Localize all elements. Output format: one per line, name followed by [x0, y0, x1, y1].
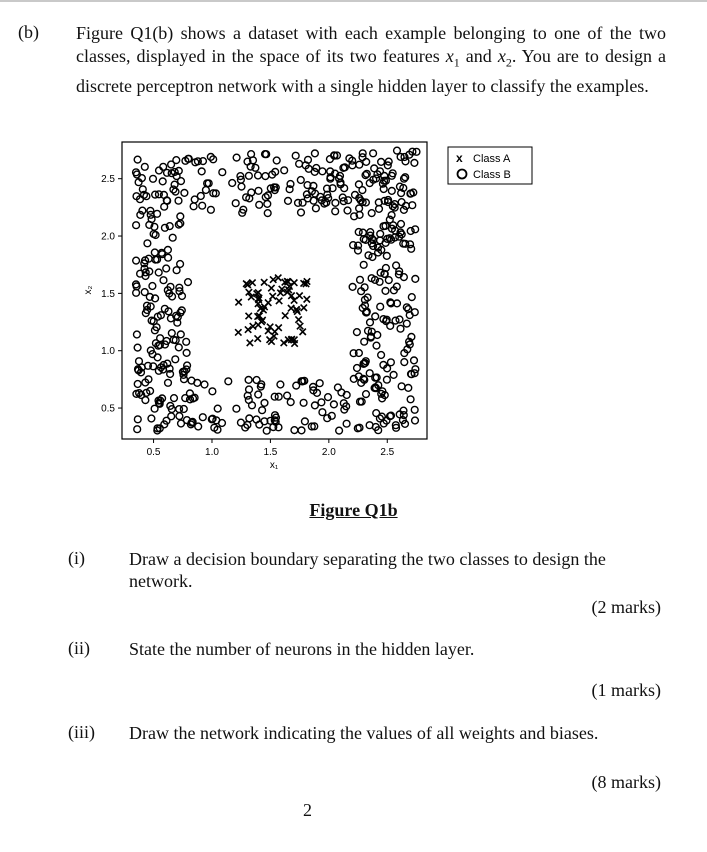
class-b-point	[300, 399, 307, 406]
class-b-point	[160, 277, 167, 284]
class-b-point	[148, 415, 155, 422]
class-b-point	[343, 420, 350, 427]
class-b-point	[412, 417, 419, 424]
class-b-point	[273, 157, 280, 164]
class-b-point	[403, 304, 410, 311]
class-b-point	[246, 172, 253, 179]
class-a-point	[235, 299, 241, 305]
class-b-point	[372, 313, 379, 320]
class-b-point	[190, 203, 197, 210]
class-b-point	[171, 395, 178, 402]
class-b-point	[402, 158, 409, 165]
class-b-point	[318, 399, 325, 406]
class-b-point	[134, 426, 141, 433]
intro-text-3: . You are to design a discrete perceptron network with a single hidden layer to classify the examples.	[76, 46, 666, 96]
class-b-point	[214, 405, 221, 412]
class-a-point	[301, 305, 307, 311]
class-b-point	[232, 200, 239, 207]
class-b-point	[159, 178, 166, 185]
class-b-point	[255, 187, 262, 194]
class-b-point	[134, 331, 141, 338]
x-tick-label: 2.0	[321, 447, 336, 458]
class-b-point	[255, 172, 262, 179]
x-tick-label: 2.5	[380, 447, 395, 458]
class-b-point	[359, 187, 366, 194]
class-b-point	[229, 180, 236, 187]
class-b-point	[292, 152, 299, 159]
class-b-point	[412, 276, 419, 283]
class-a-point	[295, 316, 301, 322]
y-axis-label: x₂	[83, 285, 94, 295]
class-b-point	[142, 397, 149, 404]
class-b-point	[360, 261, 367, 268]
class-b-point	[165, 254, 172, 261]
class-b-point	[363, 159, 370, 166]
class-a-point	[268, 285, 274, 291]
class-b-point	[349, 284, 356, 291]
class-a-point	[276, 298, 282, 304]
class-b-point	[398, 383, 405, 390]
class-b-point	[354, 329, 361, 336]
class-b-point	[141, 163, 148, 170]
class-b-point	[199, 202, 206, 209]
top-divider-line	[0, 0, 707, 2]
class-b-point	[332, 200, 339, 207]
class-b-point	[154, 354, 161, 361]
class-b-point	[401, 359, 408, 366]
class-b-point	[277, 381, 284, 388]
class-b-point	[312, 402, 319, 409]
class-b-point	[165, 379, 172, 386]
intro-text-1: Figure Q1(b) shows a dataset with each example belonging to one of the two classes, displayed in the space of its two features	[76, 23, 666, 66]
class-b-point	[191, 196, 198, 203]
class-b-point	[350, 242, 357, 249]
class-b-point	[199, 414, 206, 421]
x-axis-label: x₁	[269, 460, 279, 471]
class-b-point	[169, 234, 176, 241]
class-b-point	[180, 406, 187, 413]
class-a-point	[255, 322, 261, 328]
class-b-point	[281, 167, 288, 174]
class-b-point	[316, 380, 323, 387]
class-b-point	[225, 378, 232, 385]
class-b-point	[398, 221, 405, 228]
question-iii-number: (iii)	[68, 722, 95, 742]
class-b-point	[302, 418, 309, 425]
class-b-point	[183, 350, 190, 357]
class-b-point	[411, 406, 418, 413]
feature-2-symbol: x	[497, 46, 506, 66]
class-a-point	[246, 313, 252, 319]
scatter-figure	[80, 138, 540, 478]
class-b-point	[374, 332, 381, 339]
class-b-point	[134, 156, 141, 163]
class-b-point	[141, 289, 148, 296]
class-b-point	[262, 173, 269, 180]
y-tick-label: 2.5	[101, 174, 115, 186]
question-ii-marks: (1 marks)	[591, 680, 661, 700]
y-tick-label: 1.5	[101, 288, 115, 300]
class-b-point	[175, 344, 182, 351]
class-b-point	[181, 190, 188, 197]
class-b-point	[133, 257, 140, 264]
class-b-point	[194, 380, 201, 387]
class-b-point	[259, 407, 266, 414]
feature-1-symbol: x	[445, 46, 454, 66]
class-b-point	[297, 177, 304, 184]
class-b-point	[319, 409, 326, 416]
class-b-point	[397, 325, 404, 332]
class-b-point	[160, 163, 167, 170]
class-b-point	[175, 197, 182, 204]
class-b-point	[178, 420, 185, 427]
class-b-point	[238, 183, 245, 190]
class-b-point	[173, 267, 180, 274]
class-b-point	[370, 150, 377, 157]
class-b-point	[168, 330, 175, 337]
class-b-point	[304, 191, 311, 198]
class-b-point	[356, 205, 363, 212]
class-b-point	[238, 419, 245, 426]
class-b-point	[388, 188, 395, 195]
class-b-point	[203, 187, 210, 194]
class-b-point	[403, 320, 410, 327]
class-b-point	[201, 381, 208, 388]
class-b-point	[405, 385, 412, 392]
class-b-point	[356, 161, 363, 168]
class-a-point	[267, 337, 273, 343]
class-b-point	[407, 241, 414, 248]
part-label: (b)	[18, 22, 39, 42]
class-b-point	[173, 157, 180, 164]
class-b-point	[253, 377, 260, 384]
class-b-point	[195, 423, 202, 430]
class-b-point	[176, 413, 183, 420]
class-b-point	[248, 151, 255, 158]
class-b-point	[134, 381, 141, 388]
class-b-point	[245, 377, 252, 384]
page-number: 2	[303, 800, 312, 820]
class-b-point	[177, 331, 184, 338]
question-intro	[76, 22, 666, 98]
question-ii-number: (ii)	[68, 638, 90, 658]
class-b-point	[296, 160, 303, 167]
question-ii-text: State the number of neurons in the hidden layer.	[129, 639, 475, 659]
class-b-point	[256, 201, 263, 208]
x-tick-label: 1.5	[263, 447, 278, 458]
class-b-point	[150, 175, 157, 182]
class-a-point	[270, 293, 276, 299]
class-b-point	[161, 203, 168, 210]
class-b-point	[291, 427, 298, 434]
class-b-point	[165, 247, 172, 254]
class-b-point	[233, 405, 240, 412]
question-iii-text: Draw the network indicating the values of all weights and biases.	[129, 723, 599, 743]
class-a-point	[282, 312, 288, 318]
class-b-point	[378, 352, 385, 359]
class-b-point	[134, 344, 141, 351]
class-b-point	[219, 169, 226, 176]
class-b-point	[156, 167, 163, 174]
class-b-point	[144, 240, 151, 247]
legend-label-class-a: Class A	[473, 153, 511, 165]
class-b-point	[377, 303, 384, 310]
class-b-point	[378, 159, 385, 166]
question-i-marks: (2 marks)	[591, 597, 661, 617]
class-b-point	[411, 160, 418, 167]
y-tick-label: 1.0	[101, 346, 115, 358]
points-layer	[133, 147, 420, 434]
class-b-point	[344, 207, 351, 214]
legend-label-class-b: Class B	[473, 169, 511, 181]
class-b-point	[368, 210, 375, 217]
class-b-point	[331, 401, 338, 408]
class-b-point	[376, 206, 383, 213]
class-b-point	[263, 427, 270, 434]
class-b-point	[382, 288, 389, 295]
class-b-point	[360, 229, 367, 236]
class-b-point	[233, 154, 240, 161]
class-a-point	[261, 279, 267, 285]
class-b-point	[151, 249, 158, 256]
class-a-point	[275, 325, 281, 331]
class-b-point	[185, 279, 192, 286]
class-b-point	[134, 416, 141, 423]
class-b-point	[385, 277, 392, 284]
class-b-point	[390, 372, 397, 379]
y-tick-label: 2.0	[101, 231, 115, 243]
class-b-point	[284, 392, 291, 399]
class-b-point	[411, 357, 418, 364]
class-b-point	[332, 208, 339, 215]
class-b-point	[394, 147, 401, 154]
y-tick-label: 0.5	[101, 403, 115, 415]
class-b-point	[209, 388, 216, 395]
class-b-point	[383, 253, 390, 260]
class-a-point	[255, 335, 261, 341]
class-b-point	[178, 307, 185, 314]
class-a-point	[288, 305, 294, 311]
class-b-point	[246, 415, 253, 422]
figure-caption: Figure Q1b	[309, 500, 398, 520]
class-a-point	[247, 340, 253, 346]
class-b-point	[363, 391, 370, 398]
class-b-point	[357, 276, 364, 283]
class-b-point	[298, 427, 305, 434]
question-iii-marks: (8 marks)	[591, 772, 661, 792]
class-b-point	[172, 356, 179, 363]
class-b-point	[354, 365, 361, 372]
class-b-point	[384, 376, 391, 383]
class-b-point	[264, 201, 271, 208]
class-b-point	[198, 168, 205, 175]
class-b-point	[245, 397, 252, 404]
class-b-point	[407, 396, 414, 403]
class-b-point	[361, 338, 368, 345]
class-b-point	[208, 206, 215, 213]
x-tick-label: 1.0	[205, 447, 219, 458]
class-b-point	[298, 209, 305, 216]
class-b-point	[312, 150, 319, 157]
class-b-point	[398, 199, 405, 206]
class-b-point	[183, 338, 190, 345]
class-b-point	[373, 342, 380, 349]
x-tick-label: 0.5	[146, 447, 161, 458]
class-b-point	[413, 148, 420, 155]
class-b-point	[336, 427, 343, 434]
legend-marker-class-a: x	[456, 151, 463, 165]
class-b-point	[287, 399, 294, 406]
class-b-point	[264, 210, 271, 217]
class-b-point	[377, 231, 384, 238]
class-b-point	[155, 269, 162, 276]
class-b-point	[373, 410, 380, 417]
class-b-point	[325, 394, 332, 401]
class-b-point	[285, 198, 292, 205]
class-b-point	[408, 294, 415, 301]
question-i-text: Draw a decision boundary separating the two classes to design the network.	[129, 549, 606, 591]
class-a-point	[304, 296, 310, 302]
class-b-point	[163, 265, 170, 272]
question-i-number: (i)	[68, 548, 85, 568]
feature-2-subscript: 2	[505, 55, 512, 70]
class-a-point	[235, 329, 241, 335]
class-b-point	[177, 213, 184, 220]
class-b-point	[133, 222, 140, 229]
class-b-point	[392, 317, 399, 324]
class-b-point	[149, 283, 156, 290]
intro-text-2: and	[459, 46, 498, 66]
class-b-point	[255, 391, 262, 398]
feature-1-subscript: 1	[453, 55, 460, 70]
class-b-point	[261, 400, 268, 407]
class-b-point	[154, 210, 161, 217]
class-b-point	[393, 262, 400, 269]
class-b-point	[367, 319, 374, 326]
class-b-point	[313, 205, 320, 212]
